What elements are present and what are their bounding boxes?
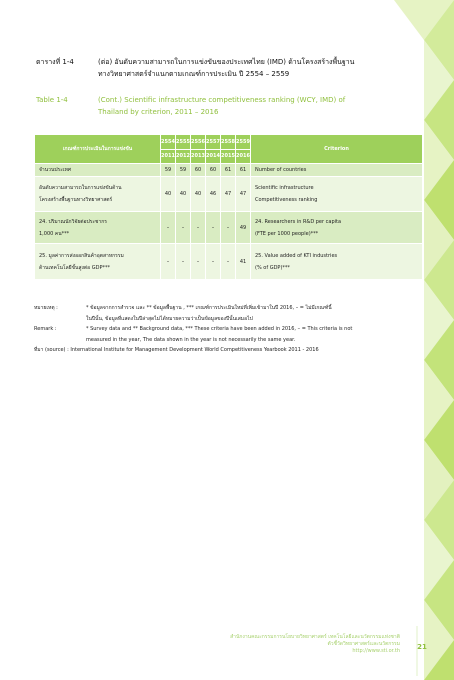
header-year-be: 2557 [206,135,221,150]
header-year-be: 2558 [221,135,236,150]
criterion-cell [251,212,423,244]
competitiveness-table [34,134,423,280]
header-year-ce: 2011 [161,149,176,164]
table-title-thai [98,56,430,80]
value-cell: 46 [206,177,221,212]
table-header-row [35,135,423,150]
title-line: Thailand by criterion, 2011 – 2016 [98,108,219,116]
footer-line: สำนักงานคณะกรรมการนโยบายวิทยาศาสตร์ เทคโนโลยีและนวัตกรรมแห่งชาติ [230,634,400,640]
cell-line: 25. Value added of KTI industries [255,252,338,259]
cell-line: Competitiveness ranking [255,197,318,203]
cell-line: 24. ปริมาณนักวิจัยต่อประชากร [39,218,107,225]
value-cell: 60 [191,164,206,177]
page-number: 21 [417,643,427,651]
criterion-cell [251,164,423,177]
value-cell: 40 [176,177,191,212]
criterion-cell [251,177,423,212]
note-line: ในปีนั้น, ข้อมูลที่แสดงในปีล่าสุดไม่ได้หมายความว่าเป็นข้อมูลของปีนั้นเสมอไป [86,315,253,322]
page-footer [200,634,400,655]
cell-line: Scientific infrastructure [255,185,314,191]
value-cell: 47 [221,177,236,212]
note-thai [34,303,429,324]
cell-line: อันดับความสามารถในการแข่งขันด้าน [39,185,122,191]
cell-line: 25. มูลค่าการส่งออกสินค้าอุตสาหกรรม [39,252,124,259]
value-cell: – [161,212,176,244]
cell-line: โครงสร้างพื้นฐานทางวิทยาศาสตร์ [39,197,113,203]
value-cell: – [191,212,206,244]
cell-line: ด้านเทคโนโลยีขั้นสูงต่อ GDP*** [39,264,111,271]
header-year-ce: 2014 [206,149,221,164]
value-cell: 41 [236,244,251,280]
note-line: * Survey data and ** Background data, *** These criteria have been added in 2016, – = This criteria is not [86,326,353,332]
header-year-ce: 2013 [191,149,206,164]
table-row [35,164,423,177]
value-cell: 40 [191,177,206,212]
source-label: ที่มา (source) : [34,347,69,353]
value-cell: – [176,212,191,244]
value-cell: 49 [236,212,251,244]
value-cell: – [221,244,236,280]
indicator-cell [35,177,161,212]
source-line [34,345,429,356]
header-year-be: 2555 [176,135,191,150]
cell-line: 24. Researchers in R&D per capita [255,218,342,225]
value-cell: – [161,244,176,280]
header-criterion: Criterion [251,135,423,164]
note-text-english [86,324,429,345]
table-row [35,177,423,212]
value-cell: 59 [176,164,191,177]
header-year-ce: 2015 [221,149,236,164]
value-cell: – [191,244,206,280]
indicator-cell [35,244,161,280]
value-cell: 47 [236,177,251,212]
header-year-be: 2559 [236,135,251,150]
table-notes [34,303,429,356]
footer-url: http://www.sti.or.th [352,648,400,654]
header-year-ce: 2012 [176,149,191,164]
title-line: (ต่อ) อันดับความสามารถในการแข่งขันของประเทศไทย (IMD) ด้านโครงสร้างพื้นฐาน [98,58,355,66]
table-row [35,244,423,280]
value-cell: 61 [221,164,236,177]
cell-line: (FTE per 1000 people)*** [255,230,319,237]
value-cell: 60 [206,164,221,177]
note-text-thai [86,303,429,324]
cell-line: จำนวนประเทศ [39,167,72,173]
title-line: (Cont.) Scientific infrastructure competitiveness ranking (WCY, IMD) of [98,96,346,104]
note-label-english: Remark : [34,326,57,332]
indicator-cell [35,164,161,177]
note-line: measured in the year, The data shown in the year is not necessarily the same year. [86,336,296,343]
cell-line: (% of GDP)*** [255,264,290,271]
header-year-be: 2554 [161,135,176,150]
table-title-english [98,94,430,118]
note-line: * ข้อมูลจากการสำรวจ และ ** ข้อมูลพื้นฐาน , *** เกณฑ์การประเมินใหม่ที่เพิ่มเข้ามาในปี 2016, – = ไม่มีเกณฑ์นี้ [86,305,332,311]
header-year-ce: 2016 [236,149,251,164]
note-label-thai: หมายเหตุ : [34,305,58,311]
note-english [34,324,429,345]
title-line: ทางวิทยาศาสตร์จำแนกตามเกณฑ์การประเมิน ปี 2554 – 2559 [98,70,290,78]
table-label-english: Table 1-4 [36,96,68,104]
header-indicator: เกณฑ์การประเมินในการแข่งขัน [35,135,161,164]
table-label-thai: ตารางที่ 1-4 [36,58,74,66]
header-year-be: 2556 [191,135,206,150]
cell-line: 1,000 คน*** [39,230,70,237]
cell-line: Number of countries [255,167,307,173]
value-cell: – [206,212,221,244]
value-cell: 59 [161,164,176,177]
value-cell: 61 [236,164,251,177]
value-cell: – [176,244,191,280]
value-cell: 40 [161,177,176,212]
source-text: International Institute for Management Development World Competitiveness Yearbook 2011 - 2016 [70,347,319,353]
table-row [35,212,423,244]
value-cell: – [221,212,236,244]
indicator-cell [35,212,161,244]
footer-line: ตัวชี้วัดวิทยาศาสตร์และนวัตกรรม [327,641,400,647]
criterion-cell [251,244,423,280]
value-cell: – [206,244,221,280]
